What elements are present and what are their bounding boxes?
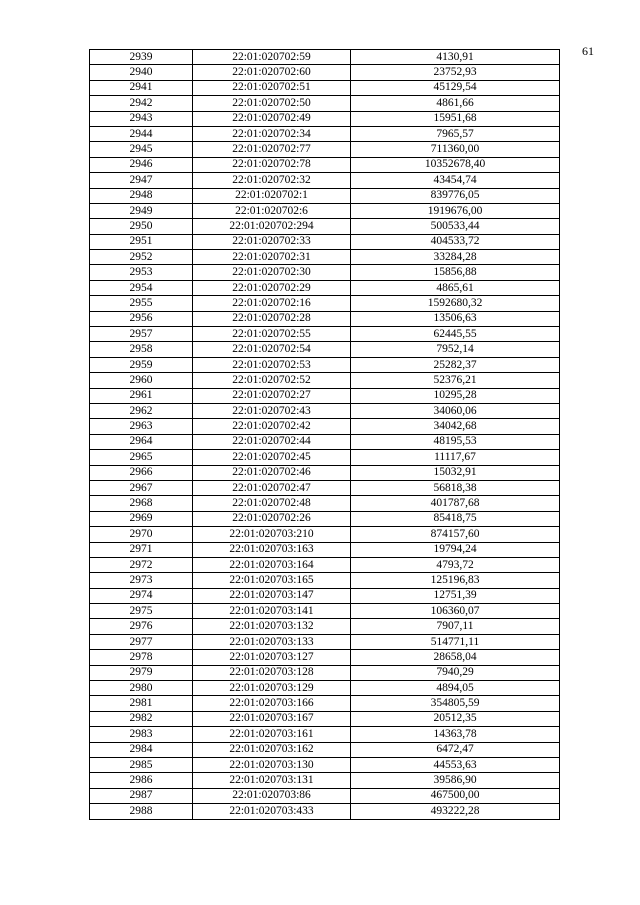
- cadastral-value-table: [89, 49, 560, 820]
- cadastral-number-cell: 22:01:020702:78: [193, 157, 351, 172]
- cadastral-value-cell: 4130,91: [351, 50, 560, 65]
- table-row: [90, 511, 560, 526]
- row-number-cell: 2983: [90, 727, 193, 742]
- table-row: [90, 280, 560, 295]
- cadastral-value-cell: 11117,67: [351, 450, 560, 465]
- cadastral-number-cell: 22:01:020702:55: [193, 327, 351, 342]
- table-row: [90, 80, 560, 95]
- cadastral-number-cell: 22:01:020702:30: [193, 265, 351, 280]
- row-number-cell: 2961: [90, 388, 193, 403]
- cadastral-value-cell: 6472,47: [351, 742, 560, 757]
- row-number-cell: 2969: [90, 511, 193, 526]
- table-row: [90, 96, 560, 111]
- row-number-cell: 2968: [90, 496, 193, 511]
- cadastral-value-cell: 15856,88: [351, 265, 560, 280]
- cadastral-number-cell: 22:01:020702:49: [193, 111, 351, 126]
- row-number-cell: 2988: [90, 804, 193, 819]
- cadastral-value-cell: 62445,55: [351, 327, 560, 342]
- table-row: [90, 188, 560, 203]
- row-number-cell: 2985: [90, 757, 193, 772]
- row-number-cell: 2950: [90, 219, 193, 234]
- row-number-cell: 2952: [90, 250, 193, 265]
- cadastral-value-cell: 4894,05: [351, 681, 560, 696]
- row-number-cell: 2979: [90, 665, 193, 680]
- row-number-cell: 2960: [90, 373, 193, 388]
- cadastral-number-cell: 22:01:020703:127: [193, 650, 351, 665]
- row-number-cell: 2962: [90, 403, 193, 418]
- cadastral-number-cell: 22:01:020702:44: [193, 434, 351, 449]
- table-row: [90, 173, 560, 188]
- cadastral-value-cell: 500533,44: [351, 219, 560, 234]
- table-row: [90, 219, 560, 234]
- table-row: [90, 604, 560, 619]
- cadastral-number-cell: 22:01:020702:43: [193, 403, 351, 418]
- row-number-cell: 2947: [90, 173, 193, 188]
- row-number-cell: 2956: [90, 311, 193, 326]
- table-row: [90, 419, 560, 434]
- cadastral-value-cell: 15951,68: [351, 111, 560, 126]
- cadastral-number-cell: 22:01:020702:31: [193, 250, 351, 265]
- cadastral-value-cell: 43454,74: [351, 173, 560, 188]
- cadastral-number-cell: 22:01:020702:34: [193, 126, 351, 141]
- table-row: [90, 296, 560, 311]
- row-number-cell: 2966: [90, 465, 193, 480]
- cadastral-value-cell: 401787,68: [351, 496, 560, 511]
- table-row: [90, 450, 560, 465]
- row-number-cell: 2986: [90, 773, 193, 788]
- row-number-cell: 2975: [90, 604, 193, 619]
- cadastral-number-cell: 22:01:020702:51: [193, 80, 351, 95]
- cadastral-number-cell: 22:01:020702:60: [193, 65, 351, 80]
- cadastral-value-cell: 44553,63: [351, 757, 560, 772]
- cadastral-value-cell: 14363,78: [351, 727, 560, 742]
- table-row: [90, 157, 560, 172]
- table-row: [90, 142, 560, 157]
- row-number-cell: 2948: [90, 188, 193, 203]
- row-number-cell: 2953: [90, 265, 193, 280]
- cadastral-value-cell: 85418,75: [351, 511, 560, 526]
- row-number-cell: 2944: [90, 126, 193, 141]
- cadastral-value-cell: 7940,29: [351, 665, 560, 680]
- cadastral-number-cell: 22:01:020703:141: [193, 604, 351, 619]
- cadastral-value-cell: 45129,54: [351, 80, 560, 95]
- cadastral-value-cell: 1592680,32: [351, 296, 560, 311]
- row-number-cell: 2941: [90, 80, 193, 95]
- cadastral-number-cell: 22:01:020702:54: [193, 342, 351, 357]
- table-row: [90, 373, 560, 388]
- cadastral-number-cell: 22:01:020702:27: [193, 388, 351, 403]
- cadastral-value-cell: 25282,37: [351, 357, 560, 372]
- cadastral-value-cell: 493222,28: [351, 804, 560, 819]
- cadastral-value-cell: 33284,28: [351, 250, 560, 265]
- row-number-cell: 2981: [90, 696, 193, 711]
- cadastral-number-cell: 22:01:020702:48: [193, 496, 351, 511]
- cadastral-value-cell: 4861,66: [351, 96, 560, 111]
- row-number-cell: 2982: [90, 711, 193, 726]
- row-number-cell: 2943: [90, 111, 193, 126]
- cadastral-value-cell: 15032,91: [351, 465, 560, 480]
- row-number-cell: 2974: [90, 588, 193, 603]
- table-row: [90, 788, 560, 803]
- cadastral-value-cell: 839776,05: [351, 188, 560, 203]
- cadastral-number-cell: 22:01:020703:161: [193, 727, 351, 742]
- cadastral-number-cell: 22:01:020702:42: [193, 419, 351, 434]
- cadastral-number-cell: 22:01:020702:29: [193, 280, 351, 295]
- cadastral-value-cell: 7952,14: [351, 342, 560, 357]
- cadastral-number-cell: 22:01:020703:167: [193, 711, 351, 726]
- cadastral-value-cell: 13506,63: [351, 311, 560, 326]
- row-number-cell: 2946: [90, 157, 193, 172]
- table-row: [90, 757, 560, 772]
- cadastral-number-cell: 22:01:020703:162: [193, 742, 351, 757]
- cadastral-value-cell: 874157,60: [351, 527, 560, 542]
- table-row: [90, 403, 560, 418]
- cadastral-number-cell: 22:01:020703:433: [193, 804, 351, 819]
- row-number-cell: 2980: [90, 681, 193, 696]
- cadastral-value-cell: 404533,72: [351, 234, 560, 249]
- table-row: [90, 804, 560, 819]
- cadastral-value-cell: 28658,04: [351, 650, 560, 665]
- table-row: [90, 496, 560, 511]
- cadastral-number-cell: 22:01:020702:6: [193, 203, 351, 218]
- cadastral-value-cell: 56818,38: [351, 480, 560, 495]
- table-row: [90, 773, 560, 788]
- table-body: [90, 50, 560, 820]
- table-row: [90, 527, 560, 542]
- cadastral-value-cell: 4793,72: [351, 557, 560, 572]
- cadastral-value-cell: 4865,61: [351, 280, 560, 295]
- row-number-cell: 2949: [90, 203, 193, 218]
- row-number-cell: 2958: [90, 342, 193, 357]
- cadastral-number-cell: 22:01:020703:130: [193, 757, 351, 772]
- table-row: [90, 634, 560, 649]
- cadastral-value-cell: 10352678,40: [351, 157, 560, 172]
- table-row: [90, 542, 560, 557]
- table-row: [90, 711, 560, 726]
- cadastral-value-cell: 467500,00: [351, 788, 560, 803]
- cadastral-number-cell: 22:01:020703:129: [193, 681, 351, 696]
- cadastral-number-cell: 22:01:020703:166: [193, 696, 351, 711]
- row-number-cell: 2957: [90, 327, 193, 342]
- cadastral-value-cell: 7965,57: [351, 126, 560, 141]
- table-row: [90, 696, 560, 711]
- row-number-cell: 2970: [90, 527, 193, 542]
- cadastral-value-cell: 711360,00: [351, 142, 560, 157]
- cadastral-value-cell: 7907,11: [351, 619, 560, 634]
- row-number-cell: 2951: [90, 234, 193, 249]
- table-row: [90, 327, 560, 342]
- cadastral-number-cell: 22:01:020703:165: [193, 573, 351, 588]
- table-row: [90, 557, 560, 572]
- row-number-cell: 2942: [90, 96, 193, 111]
- cadastral-number-cell: 22:01:020703:163: [193, 542, 351, 557]
- cadastral-number-cell: 22:01:020702:52: [193, 373, 351, 388]
- cadastral-number-cell: 22:01:020702:16: [193, 296, 351, 311]
- row-number-cell: 2940: [90, 65, 193, 80]
- row-number-cell: 2987: [90, 788, 193, 803]
- row-number-cell: 2955: [90, 296, 193, 311]
- cadastral-value-cell: 354805,59: [351, 696, 560, 711]
- cadastral-number-cell: 22:01:020702:26: [193, 511, 351, 526]
- cadastral-value-cell: 48195,53: [351, 434, 560, 449]
- cadastral-number-cell: 22:01:020702:47: [193, 480, 351, 495]
- row-number-cell: 2967: [90, 480, 193, 495]
- cadastral-value-cell: 20512,35: [351, 711, 560, 726]
- table-row: [90, 465, 560, 480]
- cadastral-value-cell: 514771,11: [351, 634, 560, 649]
- cadastral-number-cell: 22:01:020702:77: [193, 142, 351, 157]
- table-row: [90, 727, 560, 742]
- cadastral-value-cell: 12751,39: [351, 588, 560, 603]
- row-number-cell: 2965: [90, 450, 193, 465]
- cadastral-value-cell: 19794,24: [351, 542, 560, 557]
- cadastral-value-cell: 23752,93: [351, 65, 560, 80]
- cadastral-number-cell: 22:01:020703:164: [193, 557, 351, 572]
- cadastral-number-cell: 22:01:020703:132: [193, 619, 351, 634]
- row-number-cell: 2971: [90, 542, 193, 557]
- page-number: 61: [582, 44, 594, 58]
- table-row: [90, 203, 560, 218]
- table-row: [90, 588, 560, 603]
- table-row: [90, 111, 560, 126]
- cadastral-value-cell: 106360,07: [351, 604, 560, 619]
- table-row: [90, 650, 560, 665]
- table-row: [90, 126, 560, 141]
- row-number-cell: 2973: [90, 573, 193, 588]
- cadastral-number-cell: 22:01:020702:59: [193, 50, 351, 65]
- row-number-cell: 2984: [90, 742, 193, 757]
- cadastral-number-cell: 22:01:020702:45: [193, 450, 351, 465]
- row-number-cell: 2963: [90, 419, 193, 434]
- table-row: [90, 265, 560, 280]
- table-row: [90, 311, 560, 326]
- cadastral-number-cell: 22:01:020702:294: [193, 219, 351, 234]
- cadastral-number-cell: 22:01:020702:28: [193, 311, 351, 326]
- cadastral-number-cell: 22:01:020703:210: [193, 527, 351, 542]
- cadastral-number-cell: 22:01:020702:50: [193, 96, 351, 111]
- row-number-cell: 2959: [90, 357, 193, 372]
- table-row: [90, 250, 560, 265]
- table-row: [90, 665, 560, 680]
- cadastral-number-cell: 22:01:020703:133: [193, 634, 351, 649]
- cadastral-number-cell: 22:01:020703:128: [193, 665, 351, 680]
- table-row: [90, 65, 560, 80]
- row-number-cell: 2977: [90, 634, 193, 649]
- cadastral-number-cell: 22:01:020702:46: [193, 465, 351, 480]
- table-row: [90, 480, 560, 495]
- table-row: [90, 619, 560, 634]
- cadastral-value-cell: 1919676,00: [351, 203, 560, 218]
- table-row: [90, 342, 560, 357]
- table-row: [90, 434, 560, 449]
- cadastral-value-cell: 125196,83: [351, 573, 560, 588]
- cadastral-number-cell: 22:01:020702:53: [193, 357, 351, 372]
- table-row: [90, 388, 560, 403]
- table-row: [90, 234, 560, 249]
- cadastral-number-cell: 22:01:020703:147: [193, 588, 351, 603]
- cadastral-value-cell: 34042,68: [351, 419, 560, 434]
- cadastral-number-cell: 22:01:020702:1: [193, 188, 351, 203]
- row-number-cell: 2939: [90, 50, 193, 65]
- table-row: [90, 573, 560, 588]
- row-number-cell: 2972: [90, 557, 193, 572]
- table-row: [90, 742, 560, 757]
- cadastral-value-cell: 34060,06: [351, 403, 560, 418]
- row-number-cell: 2945: [90, 142, 193, 157]
- cadastral-number-cell: 22:01:020702:33: [193, 234, 351, 249]
- cadastral-value-cell: 52376,21: [351, 373, 560, 388]
- cadastral-value-cell: 10295,28: [351, 388, 560, 403]
- table-row: [90, 50, 560, 65]
- cadastral-number-cell: 22:01:020703:131: [193, 773, 351, 788]
- table-row: [90, 357, 560, 372]
- row-number-cell: 2978: [90, 650, 193, 665]
- cadastral-number-cell: 22:01:020702:32: [193, 173, 351, 188]
- cadastral-value-cell: 39586,90: [351, 773, 560, 788]
- row-number-cell: 2954: [90, 280, 193, 295]
- row-number-cell: 2964: [90, 434, 193, 449]
- cadastral-number-cell: 22:01:020703:86: [193, 788, 351, 803]
- table-row: [90, 681, 560, 696]
- row-number-cell: 2976: [90, 619, 193, 634]
